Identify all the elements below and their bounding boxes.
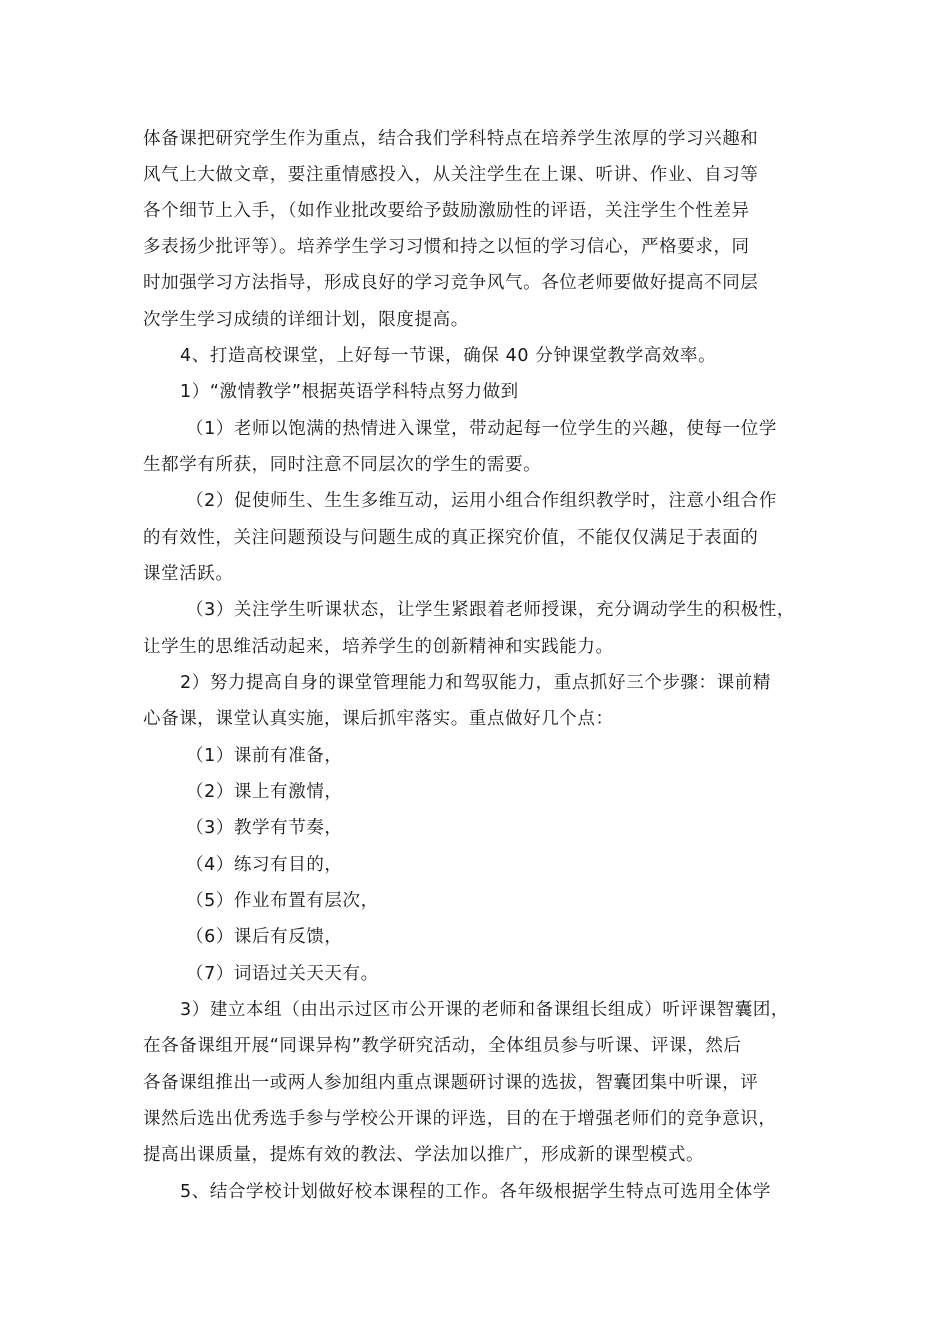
paragraph-line: 次学生学习成绩的详细计划，限度提高。: [143, 310, 469, 330]
section-heading-5: 5、结合学校计划做好校本课程的工作。各年级根据学生特点可选用全体学: [180, 1182, 771, 1202]
list-item-2: （2）促使师生、生生多维互动，运用小组合作组织教学时，注意小组合作: [186, 491, 777, 511]
paragraph-line: 的有效性，关注问题预设与问题生成的真正探究价值，不能仅仅满足于表面的: [143, 528, 759, 548]
list-item: （2）课上有激情，: [186, 782, 343, 802]
paragraph-line: 课堂活跃。: [143, 564, 234, 584]
list-item: （4）练习有目的，: [186, 855, 343, 875]
paragraph-line: 体备课把研究学生作为重点，结合我们学科特点在培养学生浓厚的学习兴趣和: [143, 129, 759, 149]
section-heading-4: 4、打造高校课堂，上好每一节课，确保 40 分钟课堂教学高效率。: [180, 346, 717, 366]
list-item-1: （1）老师以饱满的热情进入课堂，带动起每一位学生的兴趣，使每一位学: [186, 419, 777, 439]
paragraph-line: 让学生的思维活动起来，培养学生的创新精神和实践能力。: [143, 637, 614, 657]
list-item: （5）作业布置有层次，: [186, 891, 379, 911]
paragraph-line: 提高出课质量，提炼有效的教法、学法加以推广，形成新的课型模式。: [143, 1145, 705, 1165]
list-item: （7）词语过关天天有。: [186, 964, 379, 984]
paragraph-line: 心备课，课堂认真实施，课后抓牢落实。重点做好几个点：: [143, 709, 614, 729]
paragraph-line: 多表扬少批评等）。培养学生学习习惯和持之以恒的学习信心，严格要求，同: [143, 237, 750, 257]
list-item: （1）课前有准备，: [186, 746, 343, 766]
paragraph-line: 各备课组推出一或两人参加组内重点课题研讨课的选拔，智囊团集中听课，评: [143, 1073, 759, 1093]
paragraph-line: 生都学有所获，同时注意不同层次的学生的需要。: [143, 455, 542, 475]
subheading-1: 1）“激情教学”根据英语学科特点努力做到: [180, 382, 519, 402]
paragraph-line: 风气上大做文章，要注重情感投入，从关注学生在上课、听讲、作业、自习等: [143, 165, 759, 185]
list-item-3: （3）关注学生听课状态，让学生紧跟着老师授课，充分调动学生的积极性，: [186, 600, 796, 620]
list-item: （3）教学有节奏，: [186, 818, 343, 838]
list-item: （6）课后有反馈，: [186, 927, 343, 947]
paragraph-line: 各个细节上入手，（如作业批改要给予鼓励激励性的评语，关注学生个性差异: [143, 201, 750, 221]
paragraph-line: 课然后选出优秀选手参与学校公开课的评选，目的在于增强老师们的竞争意识，: [143, 1109, 777, 1129]
paragraph-line: 在各备课组开展“同课异构”教学研究活动，全体组员参与听课、评课，然后: [143, 1036, 742, 1056]
paragraph-line: 时加强学习方法指导，形成良好的学习竞争风气。各位老师要做好提高不同层: [143, 273, 759, 293]
subheading-2: 2）努力提高自身的课堂管理能力和驾驭能力，重点抓好三个步骤：课前精: [180, 673, 771, 693]
subheading-3: 3）建立本组（由出示过区市公开课的老师和备课组长组成）听评课智囊团，: [180, 1000, 790, 1020]
